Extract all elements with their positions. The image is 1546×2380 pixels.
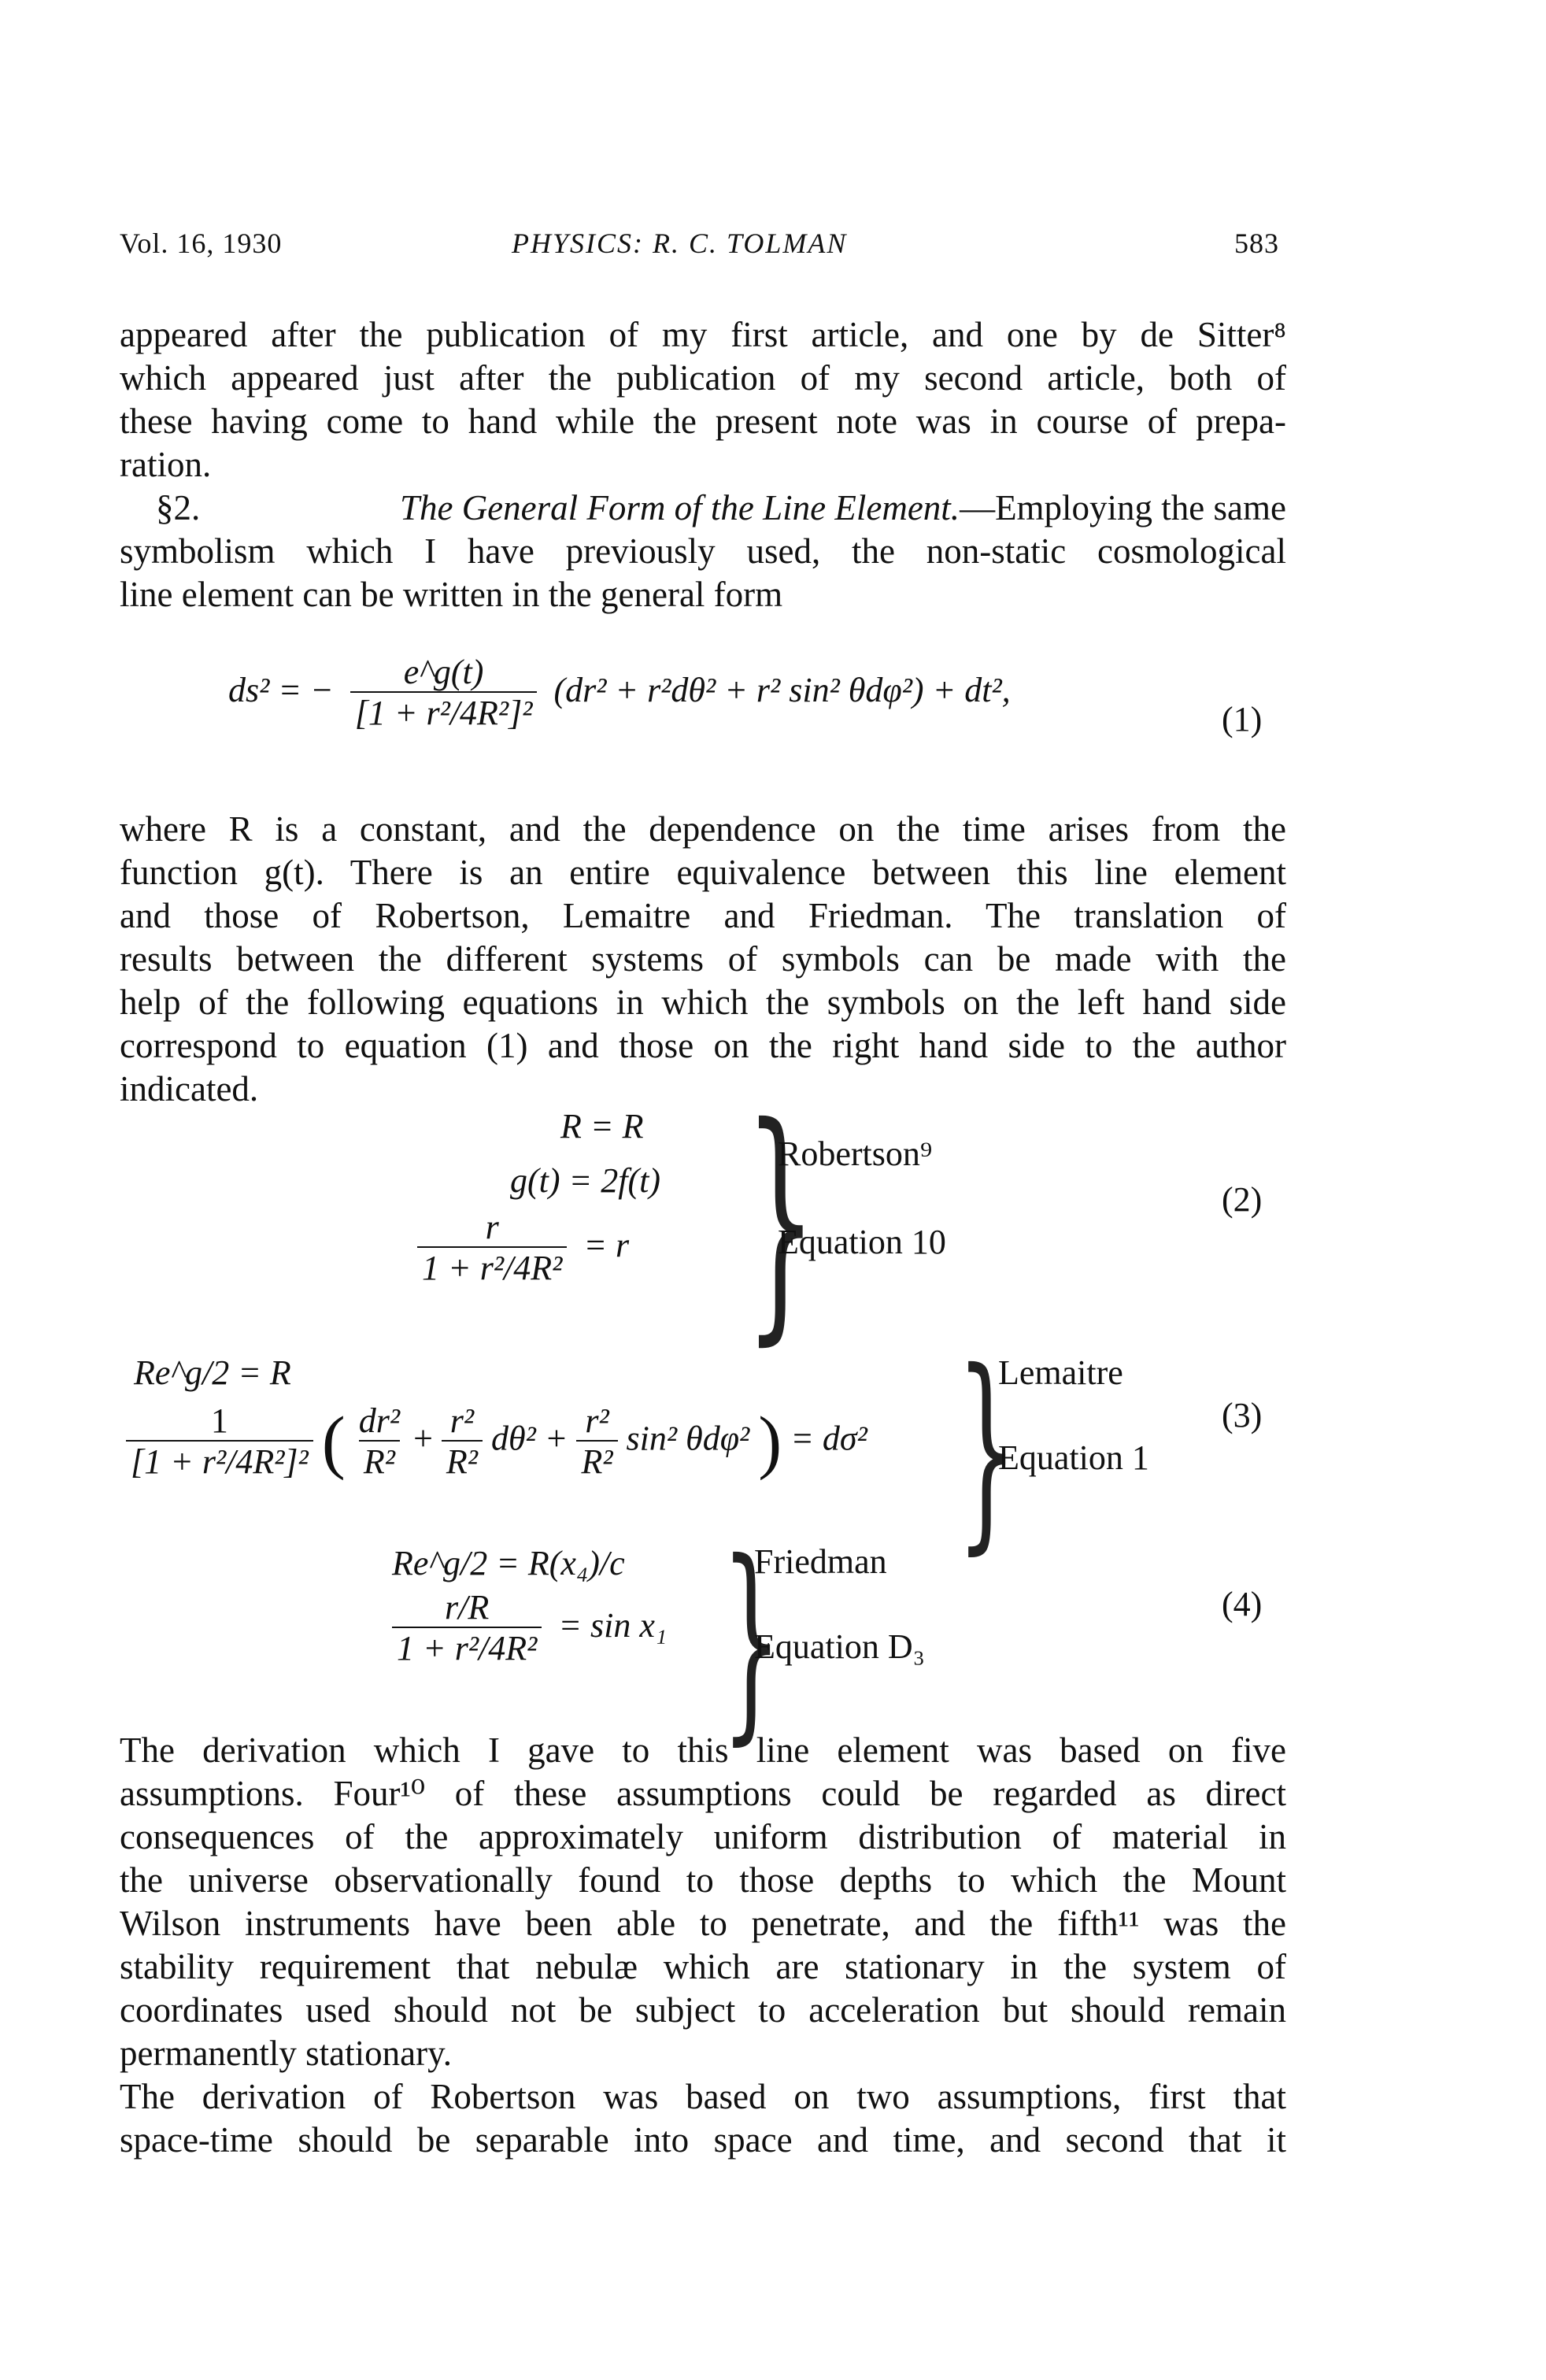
eq3-term-1-den: R² xyxy=(359,1440,400,1482)
section-title: The General Form of the Line Element. xyxy=(399,488,960,527)
eq3-term-1-num: dr² xyxy=(358,1401,401,1440)
equation-1 xyxy=(228,653,1011,734)
text-line: consequences of the approximately uniform distribution of material in xyxy=(120,1817,1286,1856)
eq4-fraction xyxy=(392,1589,542,1669)
text-line: assumptions. Four¹⁰ of these assumptions could be regarded as direct xyxy=(120,1774,1286,1813)
eq1-fraction xyxy=(350,653,538,734)
text-line: the universe observationally found to those depths to which the Mount xyxy=(120,1860,1286,1900)
eq3-row-1: Re^g/2 = R xyxy=(134,1353,291,1392)
text-line: The derivation of Robertson was based on two assumptions, first that xyxy=(120,2077,1286,2116)
eq2-author: Robertson⁹ xyxy=(778,1134,933,1173)
text-line: line element can be written in the general form xyxy=(120,575,783,614)
text-line: indicated. xyxy=(120,1069,259,1109)
equation-3-number: (3) xyxy=(1222,1396,1263,1434)
eq2-fraction xyxy=(417,1209,567,1289)
text-line: help of the following equations in which the symbols on the left hand side xyxy=(120,983,1286,1022)
text-line: appeared after the publication of my first article, and one by de Sitter⁸ xyxy=(120,315,1286,354)
text-line: symbolism which I have previously used, the non-static cosmological xyxy=(120,531,1286,571)
eq2-reference: Equation 10 xyxy=(778,1223,946,1261)
eq1-lhs: ds² = − xyxy=(228,671,334,710)
text-line: function g(t). There is an entire equivalence between this line element xyxy=(120,853,1286,892)
paragraph-2 xyxy=(120,808,1286,1111)
eq3-term-1 xyxy=(354,1402,405,1482)
section-heading-line xyxy=(120,487,1286,530)
equation-1-number: (1) xyxy=(1222,700,1263,738)
text-line: Wilson instruments have been able to penetrate, and the fifth¹¹ was the xyxy=(120,1904,1286,1943)
eq1-numerator: e^g(t) xyxy=(403,653,484,691)
eq3-term-2-den: R² xyxy=(442,1440,483,1482)
eq1-denominator: [1 + r²/4R²]² xyxy=(350,691,538,734)
eq3-rhs: = dσ² xyxy=(790,1419,867,1458)
right-brace-icon: } xyxy=(721,1516,782,1764)
equation-4-number: (4) xyxy=(1222,1585,1263,1623)
text-line: which appeared just after the publication of my second article, both of xyxy=(120,358,1286,398)
eq3-row-2: $\frac{1}{\text{[1 + r²/4R²]²}}$ ( $\frac{\text{dr²}}{\text{R²}}$ + $\frac{\text{r²}}{\text{R²}}$ dθ² + $\frac{\text{r²}}{\text{R²}}$ sin² θdφ² ) = dσ² xyxy=(126,1401,867,1482)
eq3-term-2 xyxy=(442,1402,483,1482)
text-line: these having come to hand while the present note was in course of prepa- xyxy=(120,402,1286,441)
eq2-row-2: g(t) = 2f(t) xyxy=(510,1161,660,1200)
paragraph-3 xyxy=(120,1729,1286,2075)
eq4-denominator: 1 + r²/4R² xyxy=(392,1627,542,1669)
eq2-row-1: R = R xyxy=(560,1107,644,1146)
eq2-row-3-rhs: = r xyxy=(583,1226,630,1265)
eq3-term-3-den: R² xyxy=(576,1440,617,1482)
eq2-row-3 xyxy=(417,1209,629,1289)
eq4-row-2-rhs: = sin x₁ xyxy=(558,1606,668,1645)
text-line: stability requirement that nebulæ which are stationary in the system of xyxy=(120,1947,1286,1986)
section-number: §2. xyxy=(156,488,201,527)
text-line: The derivation which I gave to this line element was based on five xyxy=(120,1730,1286,1770)
running-header-title: PHYSICS: R. C. TOLMAN xyxy=(512,228,848,259)
text-line: space-time should be separable into space and time, and second that it xyxy=(120,2120,1286,2160)
page-number: 583 xyxy=(1234,228,1279,259)
eq3-term-3-num: r² xyxy=(585,1401,609,1440)
left-paren-icon: ( xyxy=(321,1403,346,1481)
eq4-reference: Equation D₃ xyxy=(754,1627,925,1666)
text-line: and those of Robertson, Lemaitre and Friedman. The translation of xyxy=(120,896,1286,935)
text-line: where R is a constant, and the dependence on the time arises from the xyxy=(120,809,1286,849)
right-brace-icon: } xyxy=(956,1325,1018,1573)
eq4-author: Friedman xyxy=(754,1542,887,1581)
eq3-coef-numerator: 1 xyxy=(210,1401,228,1440)
eq4-numerator: r/R xyxy=(445,1588,490,1627)
text-line: ration. xyxy=(120,445,212,484)
eq3-term-2-tail: dθ² + xyxy=(490,1419,568,1458)
eq3-author: Lemaitre xyxy=(998,1353,1123,1392)
eq4-row-1: Re^g/2 = R(x₄)/c xyxy=(392,1544,625,1582)
eq3-coefficient xyxy=(126,1402,313,1482)
eq2-numerator: r xyxy=(485,1208,499,1246)
text-line: results between the different systems of symbols can be made with the xyxy=(120,939,1286,979)
equation-2-number: (2) xyxy=(1222,1180,1263,1219)
paragraph-4 xyxy=(120,2075,1286,2162)
eq3-term-2-num: r² xyxy=(449,1401,475,1440)
text-line: —Employing the same xyxy=(960,488,1286,527)
eq3-term-3 xyxy=(576,1402,617,1482)
text-line: correspond to equation (1) and those on the right hand side to the author xyxy=(120,1026,1286,1065)
right-brace-icon: } xyxy=(745,1074,817,1367)
eq4-row-2 xyxy=(392,1589,667,1669)
eq3-term-3-tail: sin² θdφ² xyxy=(626,1419,750,1458)
eq1-rhs: (dr² + r²dθ² + r² sin² θdφ²) + dt², xyxy=(553,671,1011,710)
eq3-reference: Equation 1 xyxy=(998,1438,1149,1477)
running-header-volume: Vol. 16, 1930 xyxy=(120,228,283,259)
text-line: permanently stationary. xyxy=(120,2034,452,2073)
text-line: coordinates used should not be subject to acceleration but should remain xyxy=(120,1990,1286,2030)
section-2-paragraph xyxy=(120,487,1286,616)
eq2-denominator: 1 + r²/4R² xyxy=(417,1246,567,1289)
right-paren-icon: ) xyxy=(758,1403,782,1481)
eq3-coef-denominator: [1 + r²/4R²]² xyxy=(126,1440,313,1482)
paragraph-1 xyxy=(120,313,1286,487)
